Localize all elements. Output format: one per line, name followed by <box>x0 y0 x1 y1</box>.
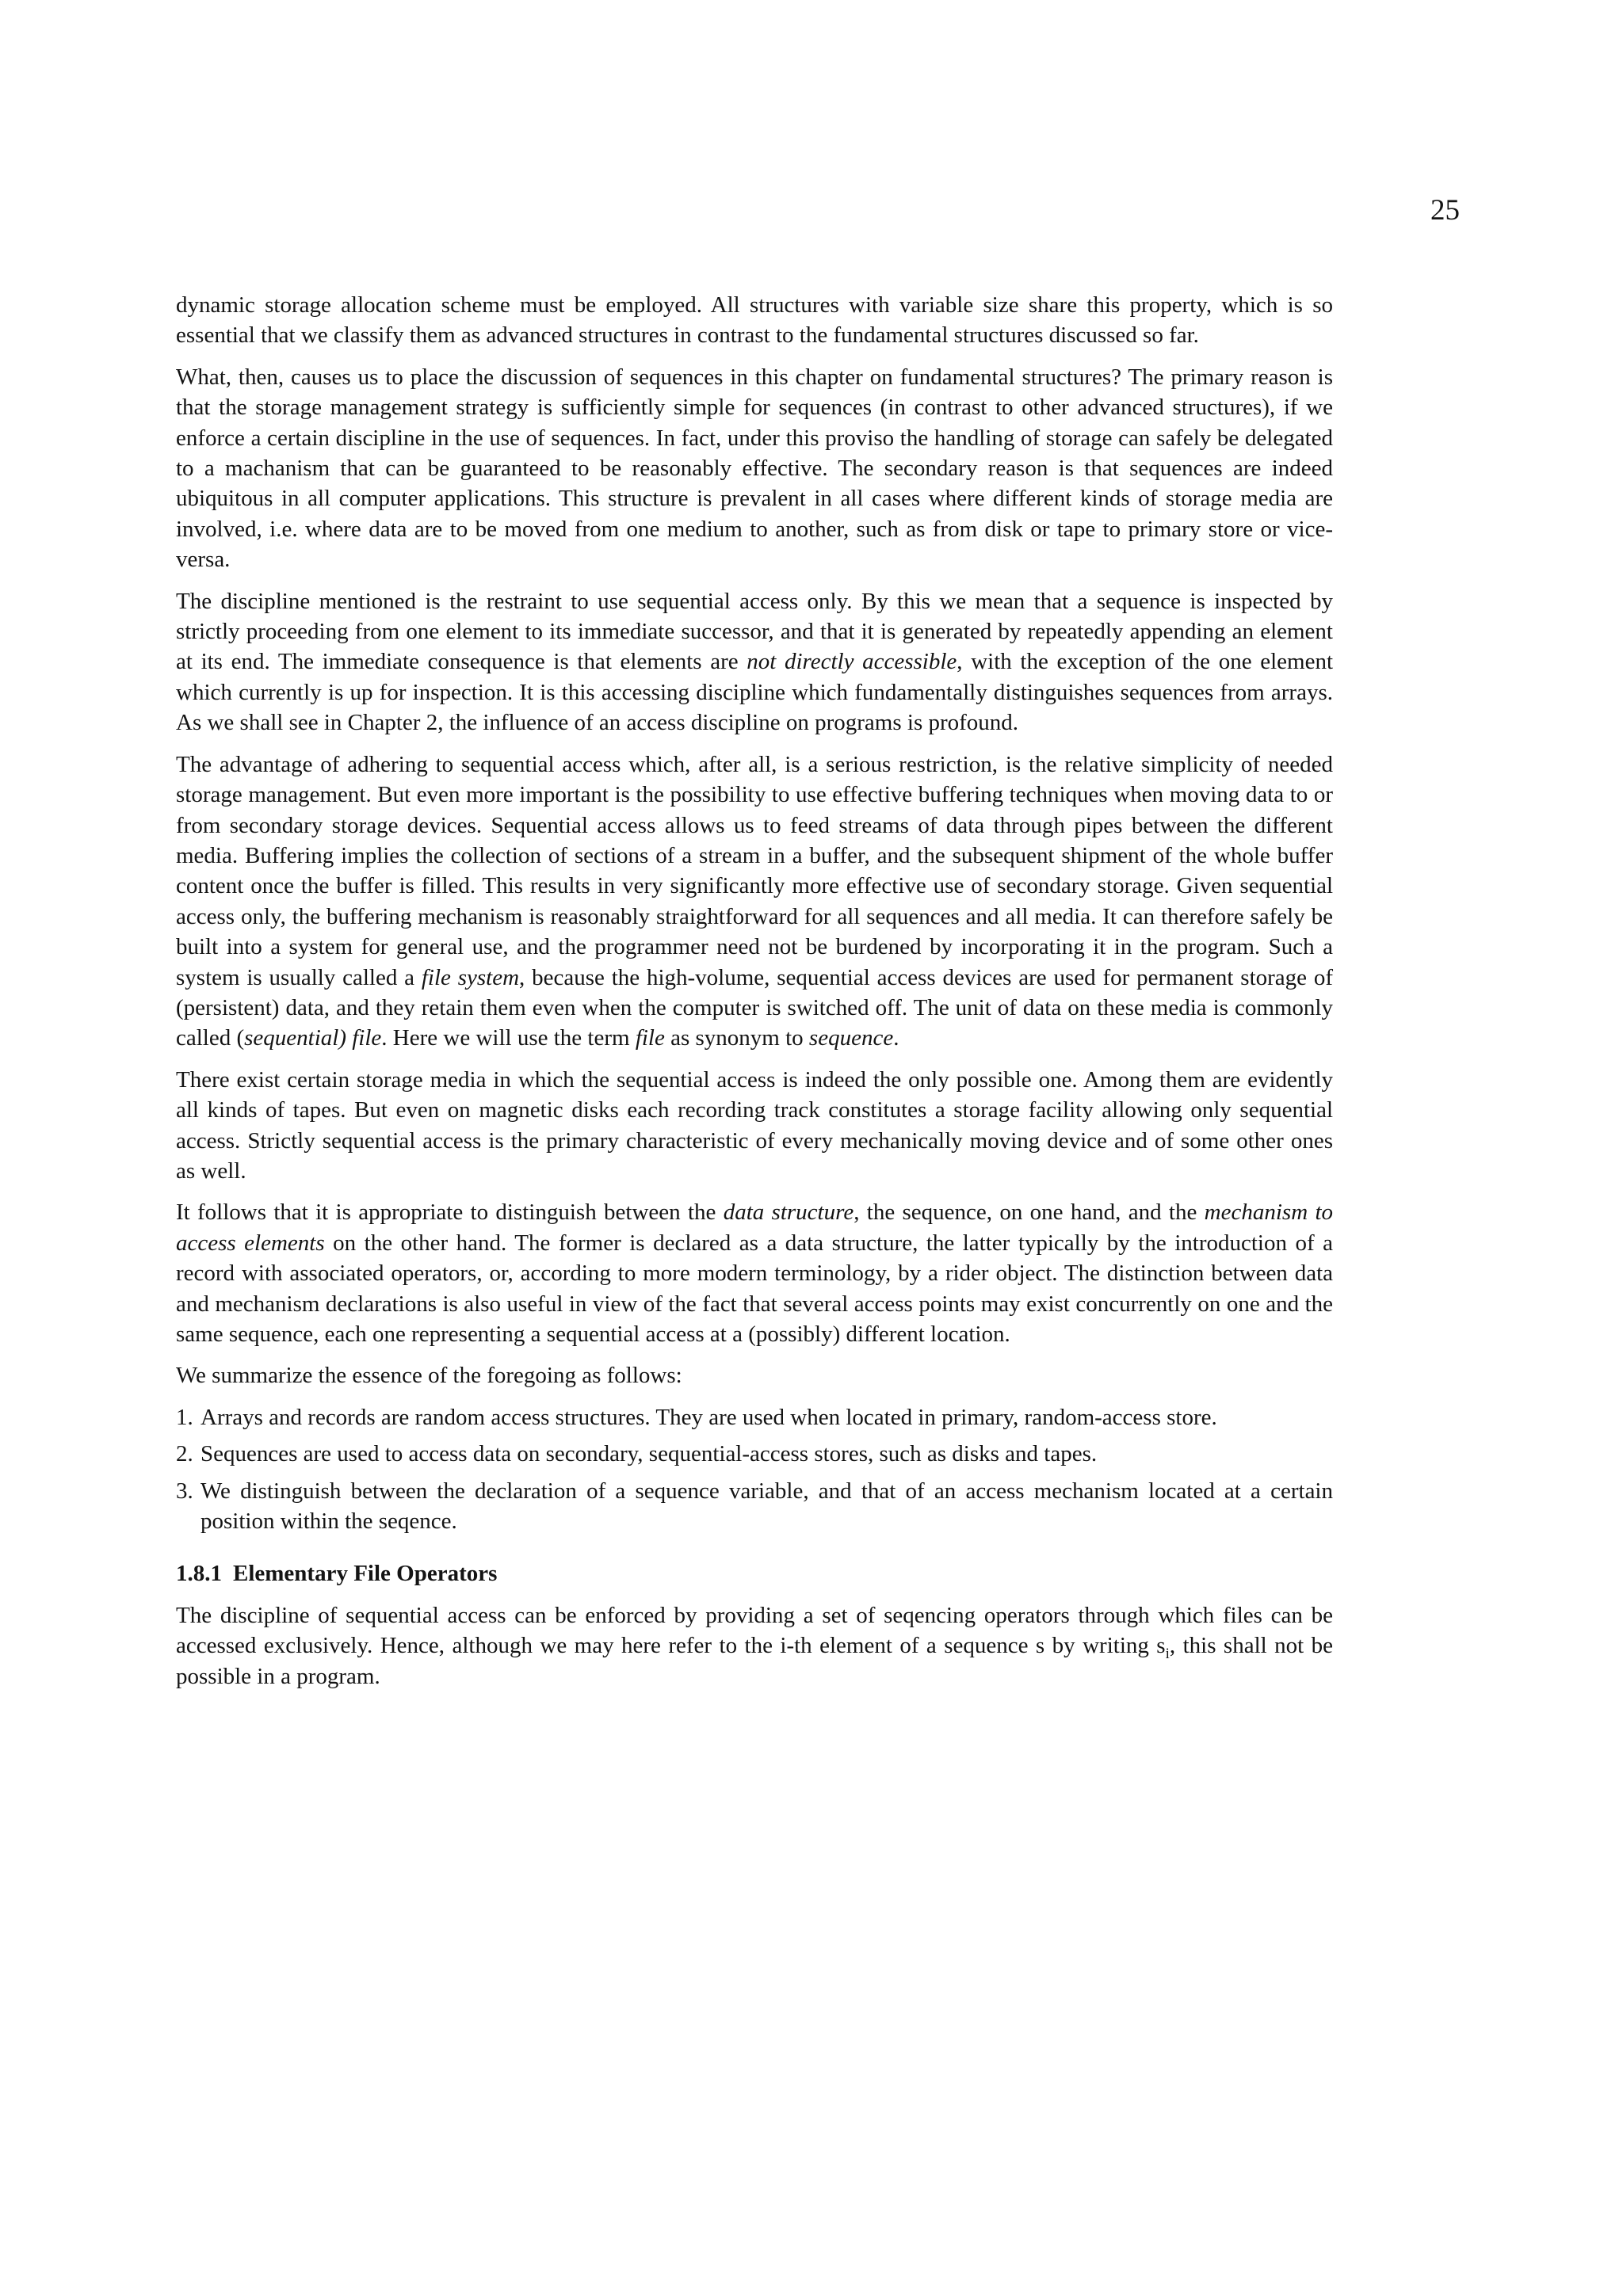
paragraph-text: The advantage of adhering to sequential access which, after all, is a serious restriction, is the relative simplicity of needed storage management. But even more important is the possibility to use effective buffering techniques when moving data to or from secondary storage devices. Sequential access allows us to feed streams of data through pipes between the different media. Buffering implies the collection of sections of a stream in a buffer, and the subsequent shipment of the whole buffer content once the buffer is filled. This results in very significantly more effective use of secondary storage. Given sequential access only, the buffering mechanism is reasonably straightforward for all sequences and all media. It can therefore safely be built into a system for general use, and the programmer need not be burdened by incorporating it in the program. Such a system is usually called a <box>176 751 1333 990</box>
emphasis-text: sequence <box>808 1025 894 1051</box>
paragraph <box>176 1065 1333 1187</box>
list-item-text: We distinguish between the declaration of a sequence variable, and that of an access mechanism located at a certain position within the seqence. <box>200 1478 1333 1535</box>
list-item-number: 3. <box>176 1478 193 1504</box>
paragraph-text: . <box>893 1025 899 1051</box>
paragraph <box>176 749 1333 1054</box>
section-title: Elementary File Operators <box>233 1561 498 1587</box>
list-item-number: 2. <box>176 1441 193 1467</box>
paragraph <box>176 1197 1333 1349</box>
body-paragraphs <box>176 290 1333 1391</box>
paragraph-text: , this shall not be possible in a program. <box>176 1633 1333 1689</box>
section-number: 1.8.1 <box>176 1561 222 1587</box>
paragraph-text: , with the exception of the one element which currently is up for inspection. It is this accessing discipline which fundamentally distinguishes sequences from arrays. As we shall see in Chapter 2, the influence of an access discipline on programs is profound. <box>176 649 1333 736</box>
emphasis-text: not directly accessible <box>747 649 957 675</box>
emphasis-text: file <box>635 1025 665 1051</box>
paragraph-file-operators <box>176 1600 1333 1691</box>
list-item-number: 1. <box>176 1404 193 1430</box>
subscript-i: i <box>1165 1646 1170 1663</box>
paragraph-text: The discipline mentioned is the restraint to use sequential access only. By this we mean that a sequence is inspected by strictly proceeding from one element to its immediate successor, and that it is generated by repeatedly appending an element at its end. The immediate consequence is that elements are <box>176 588 1333 675</box>
list-item-text: Sequences are used to access data on secondary, sequential-access stores, such as disks and tapes. <box>200 1441 1098 1467</box>
page-content <box>176 290 1333 1703</box>
paragraph <box>176 290 1333 351</box>
paragraph-text: There exist certain storage media in which the sequential access is indeed the only possible one. Among them are evidently all kinds of tapes. But even on magnetic disks each recording track constitutes a storage facility allowing only sequential access. Strictly sequential access is the primary characteristic of every mechanically moving device and of some other ones as well. <box>176 1066 1333 1184</box>
list-item-text: Arrays and records are random access structures. They are used when located in primary, random-access store. <box>200 1404 1217 1430</box>
paragraph-text: The discipline of sequential access can be enforced by providing a set of seqencing operators through which files can be accessed exclusively. Hence, although we may here refer to the i-th element of a sequence s by writing s <box>176 1602 1333 1659</box>
paragraph-text: It follows that it is appropriate to distinguish between the <box>176 1199 724 1226</box>
emphasis-text: data structure <box>723 1199 854 1226</box>
list-item <box>176 1439 1333 1469</box>
list-item <box>176 1476 1333 1537</box>
paragraph-text: . Here we will use the term <box>381 1025 636 1051</box>
paragraph-text: dynamic storage allocation scheme must be employed. All structures with variable size share this property, which is so essential that we classify them as advanced structures in contrast to the fundamental structures discussed so far. <box>176 292 1333 349</box>
summary-list <box>176 1402 1333 1537</box>
paragraph <box>176 1360 1333 1390</box>
paragraph <box>176 586 1333 738</box>
page-number: 25 <box>1430 194 1460 227</box>
list-item <box>176 1402 1333 1432</box>
paragraph-text: on the other hand. The former is declared as a data structure, the latter typically by the introduction of a record with associated operators, or, according to more modern terminology, by a rider object. The distinction between data and mechanism declarations is also useful in view of the fact that several access points may exist concurrently on one and the same sequence, each one representing a sequential access at a (possibly) different location. <box>176 1230 1333 1347</box>
emphasis-text: sequential) file <box>244 1025 382 1051</box>
emphasis-text: mechanism to access elements <box>176 1199 1334 1256</box>
paragraph <box>176 362 1333 575</box>
emphasis-text: file system <box>421 964 520 990</box>
paragraph-text: as synonym to <box>664 1025 809 1051</box>
paragraph-text: , because the high-volume, sequential access devices are used for permanent storage of (persistent) data, and they retain them even when the computer is switched off. The unit of data on these media is commonly called ( <box>176 964 1333 1051</box>
paragraph-text: We summarize the essence of the foregoing as follows: <box>176 1363 682 1389</box>
paragraph-text: , the sequence, on one hand, and the <box>854 1199 1205 1226</box>
section-heading <box>176 1558 1333 1589</box>
paragraph-text: What, then, causes us to place the discussion of sequences in this chapter on fundamental structures? The primary reason is that the storage management strategy is sufficiently simple for sequences (in contrast to other advanced structures), if we enforce a certain discipline in the use of sequences. In fact, under this proviso the handling of storage can safely be delegated to a machanism that can be guaranteed to be reasonably effective. The secondary reason is that sequences are indeed ubiquitous in all computer applications. This structure is prevalent in all cases where different kinds of storage media are involved, i.e. where data are to be moved from one medium to another, such as from disk or tape to primary store or vice-versa. <box>176 364 1333 573</box>
